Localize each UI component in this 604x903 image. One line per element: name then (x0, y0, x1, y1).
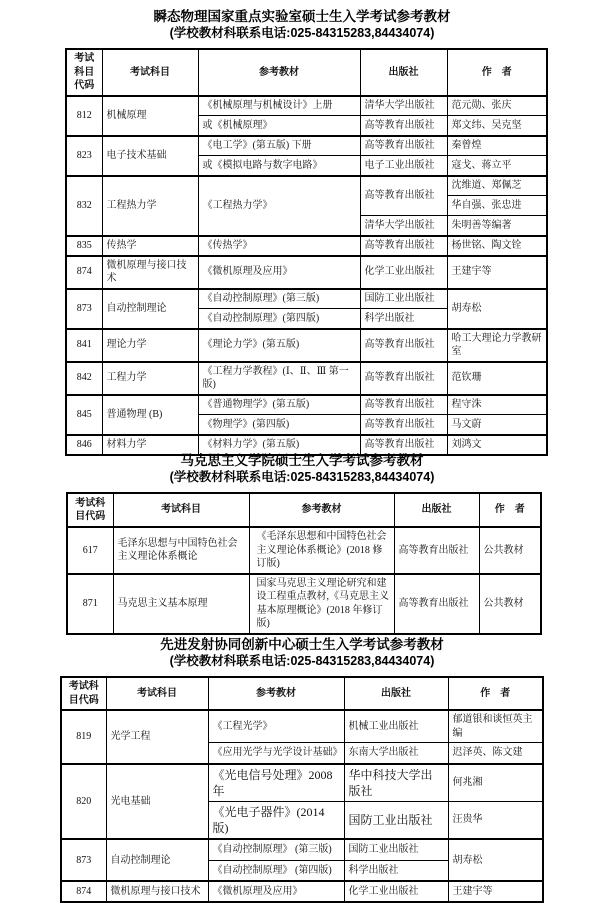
subject-cell: 传热学 (102, 236, 198, 256)
col-header-code: 考试科目代码 (66, 49, 102, 96)
publisher-cell: 科学出版社 (360, 309, 447, 329)
exam-code-cell: 820 (61, 764, 106, 840)
author-cell: 寇戈、蒋立平 (447, 156, 547, 176)
author-cell: 胡寿松 (448, 839, 543, 881)
exam-code-cell: 873 (61, 839, 106, 881)
col-header-subject: 考试科目 (102, 49, 198, 96)
table-row (66, 136, 547, 156)
exam-code-cell: 871 (67, 574, 113, 634)
book-cell: 或《模拟电路与数字电路》 (198, 156, 360, 176)
table-row (66, 329, 547, 362)
author-cell: 郁道银和谈恒英主编 (448, 710, 543, 743)
exam-code-cell: 874 (66, 256, 102, 289)
table-row (67, 527, 541, 574)
book-cell: 或《机械原理》 (198, 116, 360, 136)
col-header-author: 作 者 (447, 49, 547, 96)
exam-code-cell: 841 (66, 329, 102, 362)
book-cell: 国家马克思主义理论研究和建设工程重点教材,《马克思主义基本原理概论》(2018 年修订版) (249, 574, 394, 634)
col-header-book: 参考教材 (208, 677, 344, 710)
author-cell: 范钦珊 (447, 362, 547, 395)
book-cell: 《光电信号处理》2008 年 (208, 764, 344, 802)
publisher-cell: 高等教育出版社 (394, 527, 479, 574)
table-row (61, 881, 543, 902)
book-cell: 《自动控制原理》 (第四版) (208, 860, 344, 881)
author-cell: 郑文纬、吴克坚 (447, 116, 547, 136)
table-row (61, 710, 543, 743)
publisher-cell: 国防工业出版社 (360, 289, 447, 309)
exam-code-cell: 874 (61, 881, 106, 902)
subject-cell: 微机原理与接口技术 (106, 881, 208, 902)
table-row (66, 176, 547, 196)
subject-cell: 理论力学 (102, 329, 198, 362)
header-row (66, 49, 547, 96)
publisher-cell: 高等教育出版社 (360, 415, 447, 435)
author-cell: 程守洙 (447, 395, 547, 415)
publisher-cell: 高等教育出版社 (360, 362, 447, 395)
table-row (66, 289, 547, 309)
publisher-cell: 清华大学出版社 (360, 216, 447, 236)
table-row (67, 574, 541, 634)
publisher-cell: 国防工业出版社 (344, 801, 448, 839)
author-cell: 秦曾煌 (447, 136, 547, 156)
book-cell: 《应用光学与光学设计基础》 (208, 743, 344, 764)
publisher-cell: 科学出版社 (344, 860, 448, 881)
exam-code-cell: 819 (61, 710, 106, 764)
book-cell: 《工程热力学》 (198, 176, 360, 236)
header-row (61, 677, 543, 710)
publisher-cell: 东南大学出版社 (344, 743, 448, 764)
table-row (61, 839, 543, 860)
author-cell: 哈工大理论力学教研室 (447, 329, 547, 362)
author-cell: 杨世铭、陶文铨 (447, 236, 547, 256)
reference-table-transient-physics (65, 48, 548, 456)
table-row (66, 362, 547, 395)
subject-cell: 材料力学 (102, 435, 198, 455)
header-row (67, 493, 541, 527)
publisher-cell: 华中科技大学出版社 (344, 764, 448, 802)
reference-table-advanced-launch (60, 676, 544, 903)
exam-code-cell: 845 (66, 395, 102, 435)
subject-cell: 光学工程 (106, 710, 208, 764)
exam-code-cell: 812 (66, 96, 102, 136)
publisher-cell: 高等教育出版社 (360, 176, 447, 216)
publisher-cell: 化学工业出版社 (360, 256, 447, 289)
publisher-cell: 高等教育出版社 (360, 395, 447, 415)
section-advanced-launch-center (0, 636, 604, 903)
col-header-book: 参考教材 (198, 49, 360, 96)
author-cell: 公共教材 (479, 527, 541, 574)
exam-code-cell: 832 (66, 176, 102, 236)
section-marxism-school (0, 452, 604, 635)
book-cell: 《机械原理与机械设计》上册 (198, 96, 360, 116)
exam-code-cell: 846 (66, 435, 102, 455)
author-cell: 胡寿松 (447, 289, 547, 329)
book-cell: 《微机原理及应用》 (208, 881, 344, 902)
book-cell: 《物理学》(第四版) (198, 415, 360, 435)
publisher-cell: 清华大学出版社 (360, 96, 447, 116)
author-cell: 何兆湘 (448, 764, 543, 802)
author-cell: 范元勋、张庆 (447, 96, 547, 116)
exam-code-cell: 835 (66, 236, 102, 256)
section-subtitle: (学校教材科联系电话:025-84315283,84434074) (169, 654, 435, 668)
author-cell: 汪贵华 (448, 801, 543, 839)
publisher-cell: 高等教育出版社 (360, 236, 447, 256)
col-header-author: 作 者 (448, 677, 543, 710)
author-cell: 沈维道、郑佩芝 (447, 176, 547, 196)
author-cell: 刘鸿文 (447, 435, 547, 455)
author-cell: 迟泽英、陈文建 (448, 743, 543, 764)
col-header-publisher: 出版社 (360, 49, 447, 96)
col-header-code: 考试科目代码 (61, 677, 106, 710)
exam-code-cell: 842 (66, 362, 102, 395)
publisher-cell: 高等教育出版社 (394, 574, 479, 634)
exam-code-cell: 823 (66, 136, 102, 176)
subject-cell: 微机原理与接口技术 (102, 256, 198, 289)
table-row (66, 256, 547, 289)
subject-cell: 光电基础 (106, 764, 208, 840)
table-row (61, 764, 543, 802)
book-cell: 《微机原理及应用》 (198, 256, 360, 289)
publisher-cell: 高等教育出版社 (360, 329, 447, 362)
subject-cell: 自动控制理论 (102, 289, 198, 329)
subject-cell: 工程力学 (102, 362, 198, 395)
publisher-cell: 高等教育出版社 (360, 116, 447, 136)
subject-cell: 机械原理 (102, 96, 198, 136)
author-cell: 朱明善等编著 (447, 216, 547, 236)
section-subtitle: (学校教材科联系电话:025-84315283,84434074) (169, 26, 435, 40)
book-cell: 《自动控制原理》 (第三版) (208, 839, 344, 860)
col-header-author: 作 者 (479, 493, 541, 527)
author-cell: 王建宇等 (447, 256, 547, 289)
book-cell: 《工程光学》 (208, 710, 344, 743)
subject-cell: 马克思主义基本原理 (113, 574, 249, 634)
exam-code-cell: 617 (67, 527, 113, 574)
col-header-code: 考试科目代码 (67, 493, 113, 527)
book-cell: 《传热学》 (198, 236, 360, 256)
section-title: 先进发射协同创新中心硕士生入学考试参考教材 (160, 637, 444, 652)
author-cell: 华自强、张忠进 (447, 196, 547, 216)
col-header-subject: 考试科目 (113, 493, 249, 527)
subject-cell: 电子技术基础 (102, 136, 198, 176)
subject-cell: 毛泽东思想与中国特色社会主义理论体系概论 (113, 527, 249, 574)
author-cell: 马文蔚 (447, 415, 547, 435)
publisher-cell: 高等教育出版社 (360, 136, 447, 156)
section-title: 瞬态物理国家重点实验室硕士生入学考试参考教材 (153, 9, 451, 24)
book-cell: 《电工学》(第五版) 下册 (198, 136, 360, 156)
section-transient-physics (0, 8, 604, 456)
book-cell: 《自动控制原理》(第三版) (198, 289, 360, 309)
subject-cell: 普通物理 (B) (102, 395, 198, 435)
exam-code-cell: 873 (66, 289, 102, 329)
col-header-publisher: 出版社 (394, 493, 479, 527)
subject-cell: 自动控制理论 (106, 839, 208, 881)
reference-table-marxism (66, 492, 542, 635)
author-cell: 王建宇等 (448, 881, 543, 902)
col-header-subject: 考试科目 (106, 677, 208, 710)
publisher-cell: 高等教育出版社 (360, 435, 447, 455)
table-row (66, 96, 547, 116)
publisher-cell: 化学工业出版社 (344, 881, 448, 902)
publisher-cell: 电子工业出版社 (360, 156, 447, 176)
subject-cell: 工程热力学 (102, 176, 198, 236)
book-cell: 《普通物理学》(第五版) (198, 395, 360, 415)
book-cell: 《工程力学教程》(Ⅰ、Ⅱ、Ⅲ 第一版) (198, 362, 360, 395)
publisher-cell: 国防工业出版社 (344, 839, 448, 860)
table-row (66, 395, 547, 415)
author-cell: 公共教材 (479, 574, 541, 634)
section-subtitle: (学校教材科联系电话:025-84315283,84434074) (169, 470, 435, 484)
publisher-cell: 机械工业出版社 (344, 710, 448, 743)
book-cell: 《光电子器件》(2014 版) (208, 801, 344, 839)
book-cell: 《自动控制原理》(第四版) (198, 309, 360, 329)
section-title: 马克思主义学院硕士生入学考试参考教材 (180, 453, 424, 468)
book-cell: 《毛泽东思想和中国特色社会主义理论体系概论》(2018 修订版) (249, 527, 394, 574)
col-header-publisher: 出版社 (344, 677, 448, 710)
col-header-book: 参考教材 (249, 493, 394, 527)
table-row (66, 236, 547, 256)
book-cell: 《理论力学》(第五版) (198, 329, 360, 362)
book-cell: 《材料力学》(第五版) (198, 435, 360, 455)
